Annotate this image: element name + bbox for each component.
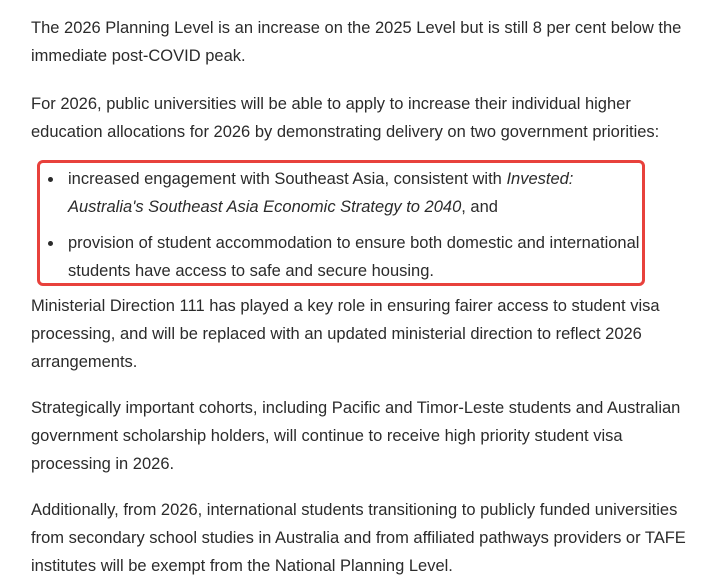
- list-item-southeast-asia: [40, 165, 642, 221]
- list-item-student-accommodation: [40, 229, 642, 285]
- paragraph-priority-cohorts: Strategically important cohorts, including Pacific and Timor-Leste students and Australian government scholarship holders, will continue to receive high priority student visa processing in 2026.: [31, 399, 681, 473]
- article-body: [31, 14, 691, 580]
- bullet-icon: [48, 177, 53, 182]
- southeast-asia-text: increased engagement with Southeast Asia, consistent with: [68, 170, 507, 188]
- paragraph-planning-level: The 2026 Planning Level is an increase on the 2025 Level but is still 8 per cent below the immediate post-COVID peak.: [31, 19, 682, 65]
- strategy-title: Invested: Australia's Southeast Asia Economic Strategy to 2040: [68, 170, 574, 216]
- paragraph-university-allocations: For 2026, public universities will be able to apply to increase their individual higher education allocations for 2026 by demonstrating delivery on two government priorities:: [31, 95, 660, 141]
- priorities-list: [40, 165, 642, 285]
- bullet-icon: [48, 241, 53, 246]
- highlighted-priorities-box: [37, 160, 645, 286]
- southeast-asia-suffix: , and: [461, 198, 498, 216]
- paragraph-exemptions: Additionally, from 2026, international students transitioning to publicly funded universities from secondary school studies in Australia and from affiliated pathways providers or TAFE institutes will be exempt from the National Planning Level.: [31, 501, 686, 575]
- paragraph-ministerial-direction: Ministerial Direction 111 has played a key role in ensuring fairer access to student visa processing, and will be replaced with an updated ministerial direction to reflect 2026 arrangements.: [31, 297, 660, 371]
- student-accommodation-text: provision of student accommodation to ensure both domestic and international students have access to safe and secure housing.: [68, 234, 640, 280]
